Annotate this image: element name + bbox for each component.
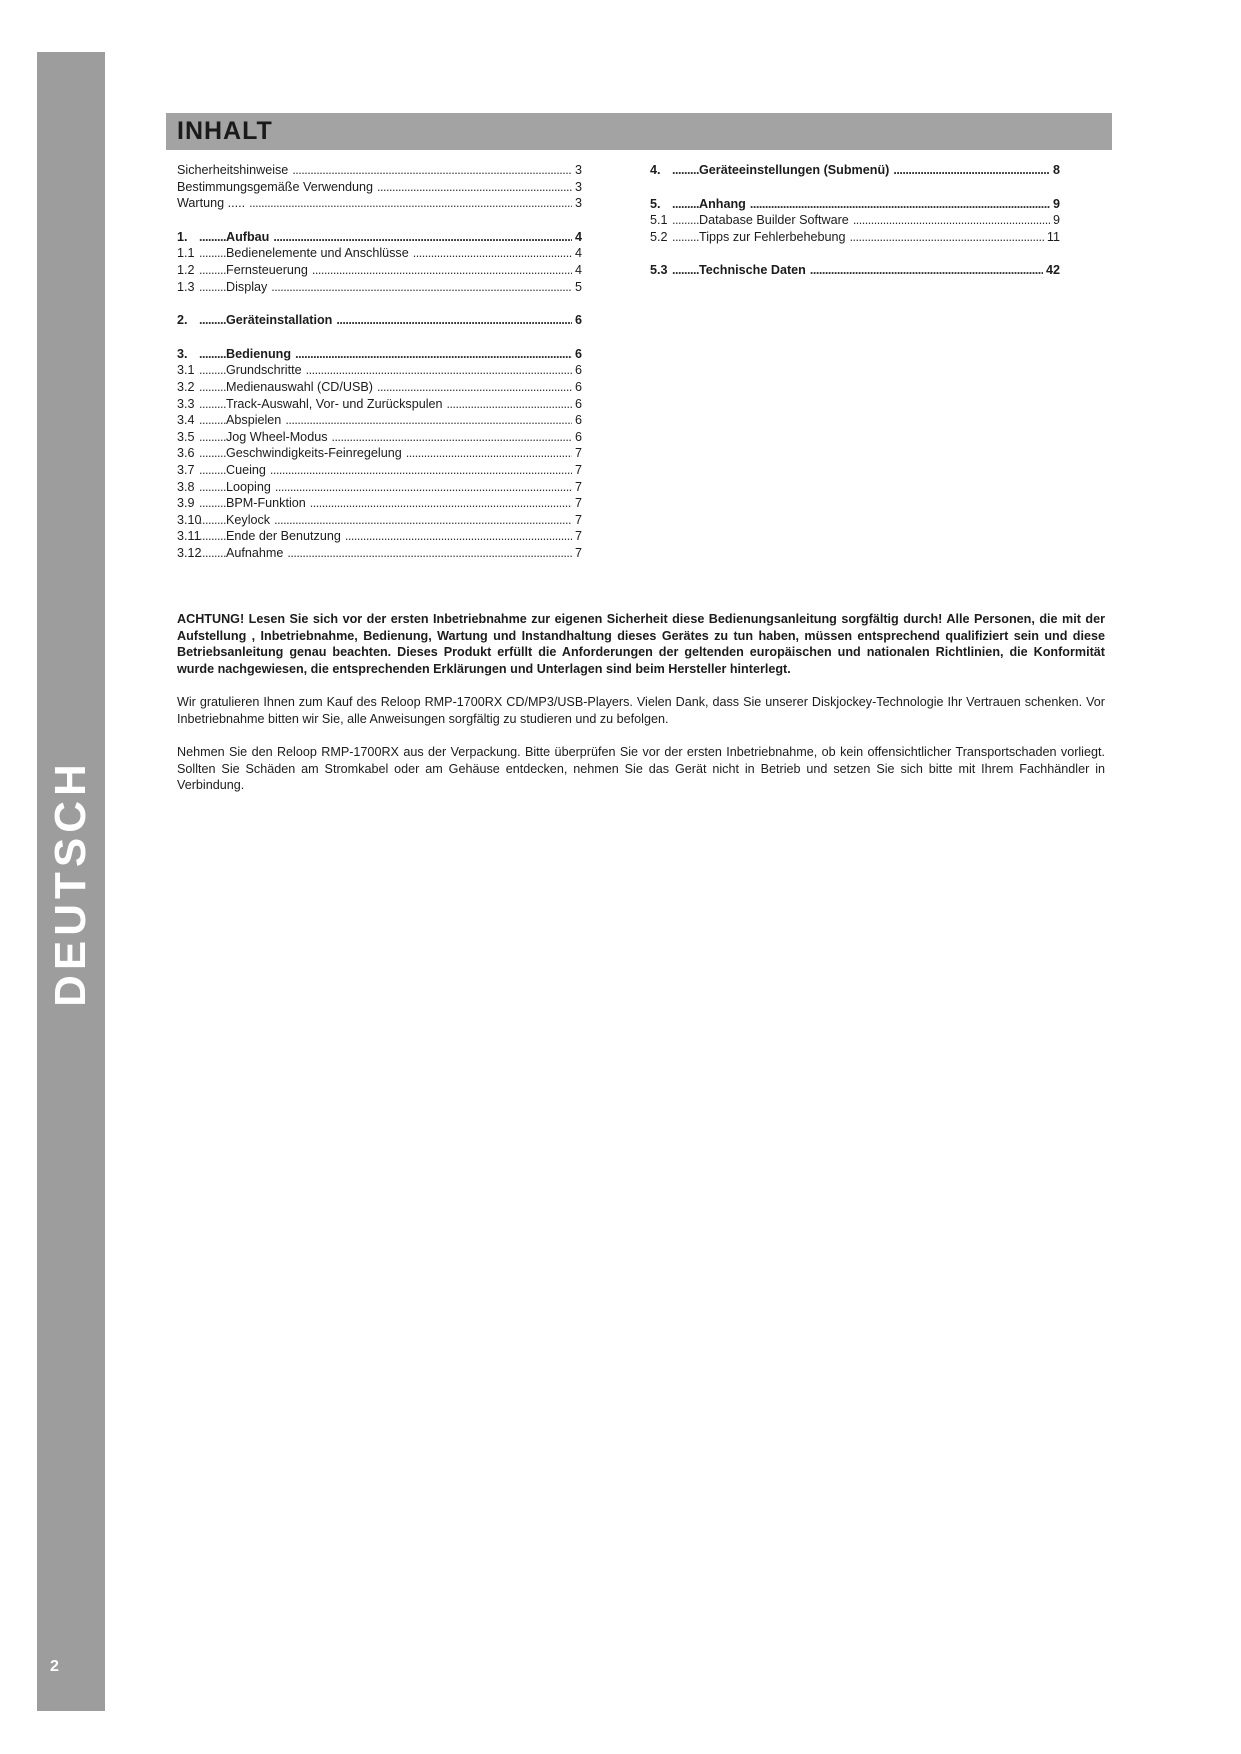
page-title: INHALT bbox=[177, 117, 273, 145]
toc-entry bbox=[177, 462, 582, 479]
toc-entry-title: Aufnahme bbox=[226, 545, 284, 560]
toc-entry-number: 3.8 bbox=[177, 479, 195, 494]
toc-entry bbox=[177, 429, 582, 446]
toc-entry-title: Display bbox=[226, 279, 268, 294]
toc-number-dots bbox=[199, 512, 226, 529]
toc-entry-title: Tipps zur Fehlerbehebung bbox=[699, 229, 846, 244]
toc-entry-number: 3.7 bbox=[177, 462, 195, 477]
toc-number-dots bbox=[672, 229, 699, 246]
toc-entry bbox=[650, 212, 1060, 229]
toc-dot-leader bbox=[850, 229, 1044, 246]
toc-entry-number: 4. bbox=[650, 163, 661, 177]
toc-entry-page: 9 bbox=[1052, 196, 1060, 211]
toc-left-column bbox=[177, 162, 582, 561]
toc-entry bbox=[177, 279, 582, 296]
toc-entry-page: 6 bbox=[574, 396, 582, 411]
toc-entry-title: Geschwindigkeits-Feinregelung bbox=[226, 446, 402, 461]
toc-entry-page: 4 bbox=[574, 262, 582, 277]
toc-entry bbox=[177, 162, 582, 179]
toc-entry-page: 6 bbox=[574, 313, 582, 328]
toc-entry bbox=[177, 346, 582, 363]
toc-number-dots bbox=[199, 379, 226, 396]
language-label: DEUTSCH bbox=[46, 759, 95, 1007]
toc-entry bbox=[177, 445, 582, 462]
toc-number-dots bbox=[199, 346, 226, 363]
toc-entry bbox=[177, 512, 582, 529]
toc-number-dots bbox=[672, 212, 699, 229]
toc-entry bbox=[177, 545, 582, 562]
toc-entry-page: 6 bbox=[574, 429, 582, 444]
toc-dot-leader bbox=[292, 162, 572, 179]
toc-entry bbox=[177, 412, 582, 429]
toc-entry bbox=[177, 229, 582, 246]
toc-number-dots bbox=[199, 279, 226, 296]
toc-entry-title: Bedienelemente und Anschlüsse bbox=[226, 246, 409, 261]
toc-dot-leader bbox=[249, 195, 572, 212]
toc-entry bbox=[177, 245, 582, 262]
toc-entry bbox=[650, 262, 1060, 279]
toc-entry-title: Geräteinstallation bbox=[226, 313, 333, 328]
toc-entry-number: 5.3 bbox=[650, 263, 668, 278]
toc-dot-leader bbox=[336, 312, 572, 329]
toc-entry-page: 7 bbox=[574, 462, 582, 477]
toc-entry-number: 1.2 bbox=[177, 262, 195, 277]
toc-entry-number: 3.2 bbox=[177, 379, 195, 394]
toc-entry-page: 7 bbox=[574, 529, 582, 544]
toc-entry bbox=[177, 195, 582, 212]
toc-dot-leader bbox=[377, 179, 572, 196]
toc-entry-page: 42 bbox=[1045, 263, 1060, 278]
toc-entry-title: Looping bbox=[226, 479, 271, 494]
toc-number-dots bbox=[199, 362, 226, 379]
toc-entry-title: Fernsteuerung bbox=[226, 262, 308, 277]
toc-entry-number: 5.1 bbox=[650, 213, 668, 228]
toc-entry-page: 3 bbox=[574, 163, 582, 177]
toc-dot-leader bbox=[853, 212, 1050, 229]
toc-entry-number: 5. bbox=[650, 196, 661, 211]
toc-dot-leader bbox=[274, 512, 572, 529]
toc-entry bbox=[177, 396, 582, 413]
toc-dot-leader bbox=[750, 196, 1050, 213]
toc-number-dots bbox=[199, 396, 226, 413]
toc-entry-number: 3.1 bbox=[177, 363, 195, 378]
page-number: 2 bbox=[50, 1658, 59, 1675]
warning-paragraph: ACHTUNG! Lesen Sie sich vor der ersten Inbetriebnahme zur eigenen Sicherheit diese Bedienungsanleitung sorgfältig durch! Alle Personen, die mit der Aufstellung , Inbetriebnahme, Bedienung, Wartung und Instandhaltung dieses Gerätes zu tun haben, müssen entsprechend qualifiziert sein und diese Betriebsanleitung genau beachten. Dieses Produkt erfüllt die Anforderungen der geltenden europäischen und nationalen Richtlinien, die Konformität wurde nachgewiesen, die entsprechenden Erklärungen und Unterlagen sind beim Hersteller hinterlegt. bbox=[177, 612, 1105, 676]
toc-entry-title: Keylock bbox=[226, 512, 271, 527]
toc-dot-leader bbox=[810, 262, 1043, 279]
toc-entry-page: 7 bbox=[574, 496, 582, 511]
toc-entry bbox=[650, 162, 1060, 179]
toc-dot-leader bbox=[345, 528, 572, 545]
toc-entry-number: 3.9 bbox=[177, 496, 195, 511]
toc-number-dots bbox=[672, 196, 699, 213]
toc-dot-leader bbox=[377, 379, 572, 396]
toc-entry-number: 3.3 bbox=[177, 396, 195, 411]
toc-dot-leader bbox=[271, 279, 572, 296]
toc-entry-title: Wartung ..... bbox=[177, 196, 246, 211]
toc-entry-title: Aufbau bbox=[226, 229, 270, 244]
toc-entry-page: 5 bbox=[574, 279, 582, 294]
toc-number-dots bbox=[672, 262, 699, 279]
toc-entry-number: 3.6 bbox=[177, 446, 195, 461]
toc-entry-number: 3.11 bbox=[177, 529, 201, 544]
toc-dot-leader bbox=[310, 495, 572, 512]
toc-right-column bbox=[650, 162, 1060, 279]
toc-dot-leader bbox=[270, 462, 572, 479]
toc-entry-number: 3.10 bbox=[177, 512, 202, 527]
toc-number-dots bbox=[199, 312, 226, 329]
toc-entry-number: 2. bbox=[177, 313, 188, 328]
toc-entry bbox=[177, 179, 582, 196]
toc-number-dots bbox=[199, 545, 226, 562]
toc-entry-title: Ende der Benutzung bbox=[226, 529, 341, 544]
toc-dot-leader bbox=[287, 545, 572, 562]
toc-dot-leader bbox=[893, 162, 1050, 179]
toc-entry-page: 6 bbox=[574, 413, 582, 428]
toc-entry-title: Abspielen bbox=[226, 413, 282, 428]
toc-entry-page: 11 bbox=[1046, 229, 1060, 244]
toc-dot-leader bbox=[413, 245, 572, 262]
toc-entry-title: Grundschritte bbox=[226, 363, 302, 378]
toc-number-dots bbox=[199, 495, 226, 512]
toc-dot-leader bbox=[275, 479, 572, 496]
toc-entry-page: 8 bbox=[1052, 163, 1060, 177]
toc-entry-title: Geräteeinstellungen (Submenü) bbox=[699, 163, 890, 177]
toc-entry bbox=[177, 379, 582, 396]
toc-entry-number: 3.4 bbox=[177, 413, 195, 428]
toc-entry-page: 6 bbox=[574, 346, 582, 361]
toc-entry-page: 7 bbox=[574, 512, 582, 527]
toc-entry-number: 1.1 bbox=[177, 246, 195, 261]
toc-number-dots bbox=[199, 429, 226, 446]
toc-entry-page: 9 bbox=[1052, 213, 1060, 228]
toc-entry bbox=[177, 479, 582, 496]
toc-entry-title: Technische Daten bbox=[699, 263, 806, 278]
section-header bbox=[166, 113, 1112, 150]
toc-number-dots bbox=[199, 462, 226, 479]
toc-entry-page: 7 bbox=[574, 446, 582, 461]
toc-number-dots bbox=[199, 229, 226, 246]
toc-entry-title: BPM-Funktion bbox=[226, 496, 306, 511]
toc-dot-leader bbox=[332, 429, 572, 446]
toc-number-dots bbox=[199, 528, 226, 545]
unpacking-paragraph: Nehmen Sie den Reloop RMP-1700RX aus der Verpackung. Bitte überprüfen Sie vor der ersten Inbetriebnahme, ob kein offensichtlicher Transportschaden vorliegt. Sollten Sie Schäden am Stromkabel oder am Gehäuse entdecken, nehmen Sie das Gerät nicht in Betrieb und setzen Sie sich bitte mit Ihrem Fachhändler in Verbindung. bbox=[177, 745, 1105, 793]
toc-entry bbox=[650, 229, 1060, 246]
toc-number-dots bbox=[199, 412, 226, 429]
toc-entry-title: Database Builder Software bbox=[699, 213, 849, 228]
toc-entry-title: Bestimmungsgemäße Verwendung bbox=[177, 179, 374, 194]
toc-entry-title: Sicherheitshinweise bbox=[177, 163, 289, 177]
toc-entry-title: Track-Auswahl, Vor- und Zurückspulen bbox=[226, 396, 443, 411]
toc-entry bbox=[177, 495, 582, 512]
toc-dot-leader bbox=[295, 346, 572, 363]
toc-dot-leader bbox=[312, 262, 572, 279]
toc-entry-page: 6 bbox=[574, 379, 582, 394]
toc-entry-page: 3 bbox=[574, 196, 582, 211]
toc-entry bbox=[177, 312, 582, 329]
toc-number-dots bbox=[199, 479, 226, 496]
toc-entry-number: 3.5 bbox=[177, 429, 195, 444]
toc-entry-number: 1.3 bbox=[177, 279, 195, 294]
toc-entry bbox=[177, 262, 582, 279]
toc-entry-number: 1. bbox=[177, 229, 188, 244]
toc-entry-page: 7 bbox=[574, 545, 582, 560]
toc-number-dots bbox=[672, 162, 699, 179]
toc-entry-page: 4 bbox=[574, 229, 582, 244]
toc-entry-title: Anhang bbox=[699, 196, 746, 211]
toc-entry-title: Medienauswahl (CD/USB) bbox=[226, 379, 373, 394]
toc-entry-title: Bedienung bbox=[226, 346, 292, 361]
toc-entry bbox=[177, 528, 582, 545]
toc-entry-page: 4 bbox=[574, 246, 582, 261]
toc-entry-title: Jog Wheel-Modus bbox=[226, 429, 328, 444]
toc-dot-leader bbox=[447, 396, 572, 413]
toc-entry-number: 3.12 bbox=[177, 545, 202, 560]
toc-number-dots bbox=[199, 262, 226, 279]
toc-number-dots bbox=[199, 445, 226, 462]
toc-entry-title: Cueing bbox=[226, 462, 266, 477]
toc-dot-leader bbox=[285, 412, 572, 429]
toc-dot-leader bbox=[406, 445, 572, 462]
toc-entry-page: 7 bbox=[574, 479, 582, 494]
toc-entry-page: 3 bbox=[574, 179, 582, 194]
toc-dot-leader bbox=[273, 229, 572, 246]
toc-entry-number: 3. bbox=[177, 346, 188, 361]
toc-entry-number: 5.2 bbox=[650, 229, 668, 244]
intro-paragraph: Wir gratulieren Ihnen zum Kauf des Reloop RMP-1700RX CD/MP3/USB-Players. Vielen Dank, dass Sie unserer Diskjockey-Technologie Ihr Vertrauen schenken. Vor Inbetriebnahme bitten wir Sie, alle Anweisungen sorgfältig zu studieren und zu befolgen. bbox=[177, 695, 1105, 726]
toc-number-dots bbox=[199, 245, 226, 262]
toc-entry bbox=[177, 362, 582, 379]
toc-dot-leader bbox=[306, 362, 572, 379]
toc-entry-page: 6 bbox=[574, 363, 582, 378]
toc-entry bbox=[650, 196, 1060, 213]
